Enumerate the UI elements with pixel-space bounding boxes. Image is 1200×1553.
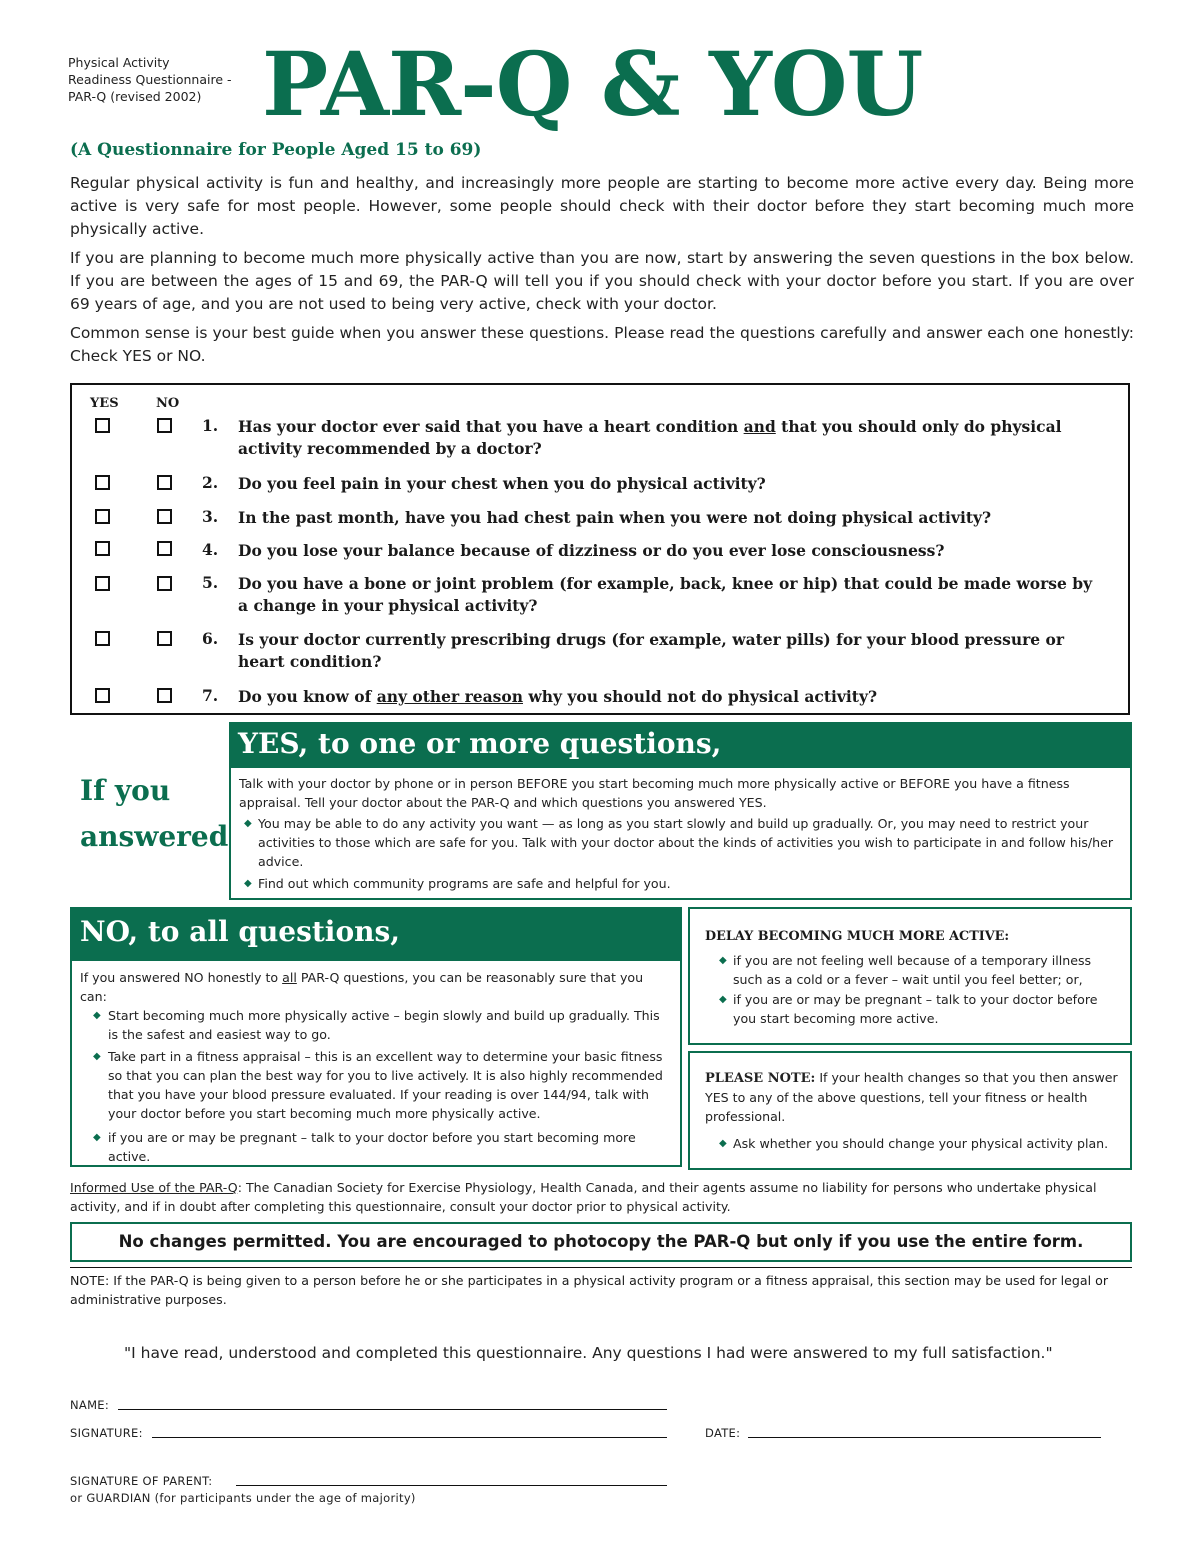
no-changes-text: No changes permitted. You are encouraged to photocopy the PAR-Q but only if you use the entire form.	[118, 1232, 1084, 1251]
no-column-header: NO	[156, 396, 180, 411]
date-field[interactable]	[748, 1437, 1101, 1438]
q5-number: 5.	[202, 573, 219, 592]
form-id-line-2: Readiness Questionnaire -	[68, 72, 232, 87]
please-note-bullet-1: Ask whether you should change your physical activity plan.	[733, 1136, 1109, 1151]
q5-yes-checkbox[interactable]	[95, 576, 110, 591]
q7-text-a: Do you know of	[238, 687, 377, 706]
no-section-title: NO, to all questions,	[80, 915, 400, 948]
page-subtitle: (A Questionnaire for People Aged 15 to 69)	[70, 140, 482, 160]
q4-yes-checkbox[interactable]	[95, 541, 110, 556]
q1-no-checkbox[interactable]	[157, 418, 172, 433]
q3-text: In the past month, have you had chest pain when you were not doing physical activity?	[238, 508, 992, 527]
no-para-c: PAR-Q questions, you can be reasonably sure that you can:	[80, 970, 644, 1004]
q3-no-checkbox[interactable]	[157, 509, 172, 524]
bullet-icon: ◆	[719, 955, 727, 966]
informed-use-note	[70, 1178, 1134, 1216]
q5-text: Do you have a bone or joint problem (for example, back, knee or hip) that could be made worse by a change in your physical activity?	[238, 574, 1093, 615]
bullet-icon: ◆	[93, 1051, 101, 1062]
yes-section-bullet-1: You may be able to do any activity you want — as long as you start slowly and build up gradually. Or, you may need to restrict your activities to those which are safe for you. Talk with your doctor about the kinds of activities you wish to participate in and follow his/her advice.	[258, 816, 1114, 869]
declaration-quote: "I have read, understood and completed this questionnaire. Any questions I had were answered to my full satisfaction."	[124, 1344, 1053, 1362]
q2-no-checkbox[interactable]	[157, 475, 172, 490]
signature-label: SIGNATURE:	[70, 1426, 143, 1440]
intro-paragraph-2: If you are planning to become much more physically active than you are now, start by answering the seven questions in the box below. If you are between the ages of 15 and 69, the PAR-Q will tell you if you should check with your doctor before you start. If you are over 69 years of age, and you are not used to being very active, check with your doctor.	[70, 249, 1134, 313]
form-id-line-1: Physical Activity	[68, 55, 170, 70]
if-you-answered-label	[80, 768, 228, 860]
form-id-line-3: PAR-Q (revised 2002)	[68, 89, 202, 104]
yes-section-paragraph: Talk with your doctor by phone or in person BEFORE you start becoming much more physically active or BEFORE you have a fitness appraisal. Tell your doctor about the PAR-Q and which questions you answered YES.	[239, 776, 1070, 810]
q3-yes-checkbox[interactable]	[95, 509, 110, 524]
no-section-bullet-1: Start becoming much more physically active – begin slowly and build up gradually. This is the safest and easiest way to go.	[108, 1008, 660, 1042]
q7-yes-checkbox[interactable]	[95, 688, 110, 703]
yes-section-bullet-2: Find out which community programs are safe and helpful for you.	[258, 876, 671, 891]
page-title: PAR-Q & YOU	[262, 32, 923, 136]
q1-text-a: Has your doctor ever said that you have a heart condition	[238, 417, 744, 436]
q1-text	[238, 416, 1098, 460]
intro-paragraph-1: Regular physical activity is fun and healthy, and increasingly more people are starting to become more active every day. Being more active is very safe for most people. However, some people should check with their doctor before they start becoming much more physically active.	[70, 174, 1134, 238]
please-note-label: PLEASE NOTE:	[705, 1071, 816, 1086]
parent-signature-label: SIGNATURE OF PARENT:	[70, 1474, 213, 1488]
q4-text: Do you lose your balance because of dizziness or do you ever lose consciousness?	[238, 541, 945, 560]
date-label: DATE:	[705, 1426, 741, 1440]
q2-yes-checkbox[interactable]	[95, 475, 110, 490]
bullet-icon: ◆	[244, 818, 252, 829]
q7-text	[238, 686, 1098, 708]
form-id-block	[68, 54, 232, 105]
delay-bullet-2: if you are or may be pregnant – talk to your doctor before you start becoming more active.	[733, 992, 1098, 1026]
no-section-bullet-2: Take part in a fitness appraisal – this is an excellent way to determine your basic fitness so that you can plan the best way for you to live actively. It is also highly recommended that you have your blood pressure evaluated. If your reading is over 144/94, talk with your doctor before you start becoming much more physically active.	[108, 1049, 663, 1121]
divider	[70, 1267, 1132, 1268]
parent-signature-field[interactable]	[236, 1485, 667, 1486]
bullet-icon: ◆	[719, 1138, 727, 1149]
name-label: NAME:	[70, 1398, 110, 1412]
no-section-paragraph	[80, 968, 670, 1006]
bullet-icon: ◆	[93, 1010, 101, 1021]
q4-no-checkbox[interactable]	[157, 541, 172, 556]
q1-text-and: and	[743, 417, 776, 436]
delay-title: DELAY BECOMING MUCH MORE ACTIVE:	[705, 929, 1010, 944]
q6-number: 6.	[202, 629, 219, 648]
delay-bullet-1: if you are not feeling well because of a temporary illness such as a cold or a fever – wait until you feel better; or,	[733, 953, 1092, 987]
q6-text: Is your doctor currently prescribing drugs (for example, water pills) for your blood pressure or heart condition?	[238, 630, 1065, 671]
q7-number: 7.	[202, 686, 219, 705]
q5-no-checkbox[interactable]	[157, 576, 172, 591]
q2-text: Do you feel pain in your chest when you do physical activity?	[238, 474, 766, 493]
please-note-text: If your health changes so that you then answer YES to any of the above questions, tell your fitness or health professional.	[705, 1070, 1118, 1124]
bullet-icon: ◆	[244, 878, 252, 889]
name-field[interactable]	[118, 1409, 667, 1410]
informed-use-label: Informed Use of the PAR-Q	[70, 1180, 238, 1195]
q6-yes-checkbox[interactable]	[95, 631, 110, 646]
no-para-a: If you answered NO honestly to	[80, 970, 283, 985]
intro-paragraph-3: Common sense is your best guide when you answer these questions. Please read the questions carefully and answer each one honestly: Check YES or NO.	[70, 324, 1134, 365]
please-note-paragraph	[705, 1068, 1123, 1126]
q1-yes-checkbox[interactable]	[95, 418, 110, 433]
no-section-bullet-3: if you are or may be pregnant – talk to your doctor before you start becoming more active.	[108, 1130, 636, 1164]
yes-section-title: YES, to one or more questions,	[238, 727, 722, 760]
q7-text-any-other-reason: any other reason	[376, 687, 523, 706]
q3-number: 3.	[202, 507, 219, 526]
q6-no-checkbox[interactable]	[157, 631, 172, 646]
bullet-icon: ◆	[719, 994, 727, 1005]
legal-note: NOTE: If the PAR-Q is being given to a person before he or she participates in a physical activity program or a fitness appraisal, this section may be used for legal or administrative purposes.	[70, 1273, 1108, 1307]
q2-number: 2.	[202, 473, 219, 492]
if-you-line-2: answered	[80, 820, 229, 853]
no-para-all: all	[282, 970, 297, 985]
q7-no-checkbox[interactable]	[157, 688, 172, 703]
informed-use-text: : The Canadian Society for Exercise Physiology, Health Canada, and their agents assume no liability for persons who undertake physical activity, and if in doubt after completing this questionnaire, consult your doctor prior to physical activity.	[70, 1180, 1097, 1214]
signature-field[interactable]	[152, 1437, 667, 1438]
yes-column-header: YES	[90, 396, 119, 411]
bullet-icon: ◆	[93, 1132, 101, 1143]
q7-text-c: why you should not do physical activity?	[523, 687, 878, 706]
q1-text-c: that you should only do physical activity recommended by a doctor?	[238, 417, 1062, 458]
guardian-label: or GUARDIAN (for participants under the age of majority)	[70, 1491, 416, 1505]
if-you-line-1: If you	[80, 774, 171, 807]
q4-number: 4.	[202, 540, 219, 559]
q1-number: 1.	[202, 416, 219, 435]
